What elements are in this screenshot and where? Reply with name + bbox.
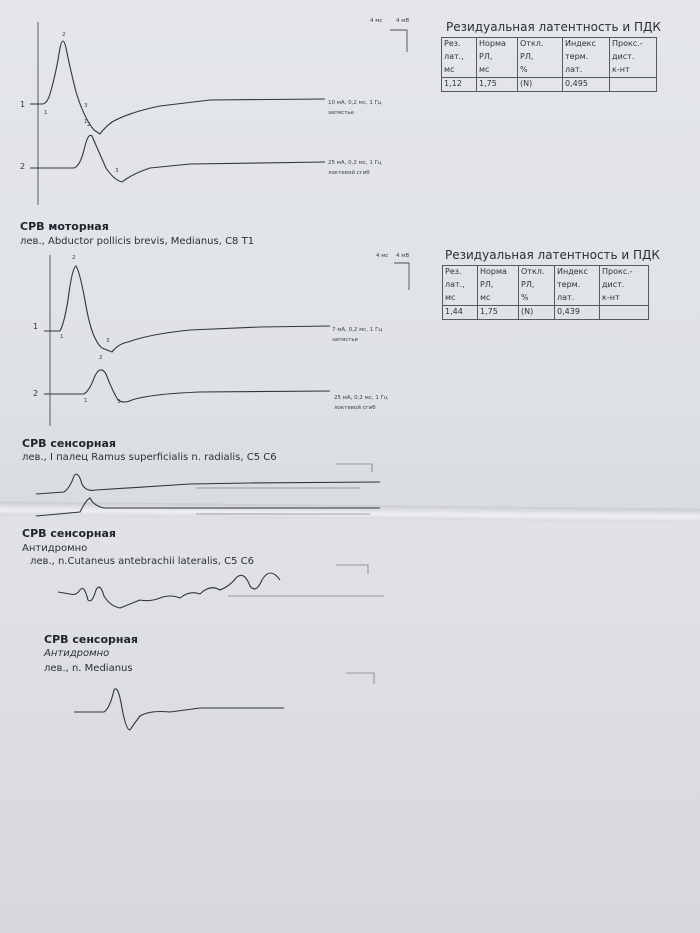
section-method-medianus: Антидромно xyxy=(44,648,110,659)
scale-bar xyxy=(336,464,372,472)
sensory-radial-trace-2 xyxy=(36,498,380,516)
trace-number-2: 2 xyxy=(33,389,39,398)
header-cell: % xyxy=(518,64,563,78)
scale-bar xyxy=(336,565,368,574)
header-cell: РЛ, xyxy=(478,279,519,292)
col-index: Индекс xyxy=(555,266,600,280)
trace-number-1: 1 xyxy=(33,322,39,331)
residual-latency-title: Резидуальная латентность и ПДК xyxy=(446,20,661,34)
trace-2-params: 25 мА, 0,2 мс, 1 Гц xyxy=(334,395,388,401)
value-cell: 0,495 xyxy=(563,78,610,92)
header-cell: мс xyxy=(442,64,477,78)
section-subtitle-sensory-cutaneus: лев., n.Cutaneus antebrachii lateralis, C5 C6 xyxy=(30,556,254,567)
value-cell: 1,75 xyxy=(478,306,519,320)
header-cell: лат., xyxy=(442,51,477,64)
col-index: Индекс xyxy=(563,38,610,52)
sensory-radial-trace-1 xyxy=(36,474,380,494)
peak-mark: 2 xyxy=(87,122,91,128)
trace-1-site: запястье xyxy=(328,110,355,116)
trace-2-site: локтевой сгиб xyxy=(328,170,370,176)
col-res-lat: Рез. xyxy=(443,266,478,280)
header-cell: лат. xyxy=(555,292,600,306)
col-prox: Прокс.- xyxy=(610,38,657,52)
value-cell: 1,75 xyxy=(477,78,518,92)
trace-number-1: 1 xyxy=(20,100,26,109)
header-cell: лат., xyxy=(443,279,478,292)
trace-2-params: 25 мА, 0,2 мс, 1 Гц xyxy=(328,160,382,166)
value-cell: 0,439 xyxy=(555,306,600,320)
residual-latency-title: Резидуальная латентность и ПДК xyxy=(445,248,660,262)
peak-mark: 2 xyxy=(72,255,76,261)
trace-1-waveform xyxy=(30,41,325,134)
peak-mark: 1 xyxy=(84,398,88,404)
header-cell: мс xyxy=(478,292,519,306)
peak-mark: 1 xyxy=(44,110,48,116)
section-subtitle-sensory-radial: лев., I палец Ramus superficialis n. radialis, C5 C6 xyxy=(22,452,277,463)
scale-bar xyxy=(390,30,407,52)
col-res-lat: Рез. xyxy=(442,38,477,52)
value-cell: (N) xyxy=(519,306,555,320)
header-cell: терм. xyxy=(555,279,600,292)
col-dev: Откл. xyxy=(519,266,555,280)
trace-1-waveform xyxy=(44,266,330,352)
header-cell: терм. xyxy=(563,51,610,64)
peak-mark: 3 xyxy=(115,168,119,174)
trace-1-params: 10 мА, 0,2 мс, 1 Гц xyxy=(328,100,382,106)
time-scale: 4 мс xyxy=(370,18,383,24)
sensory-medianus-trace xyxy=(74,689,284,730)
trace-1-params: 7 мА, 0,2 мс, 1 Гц xyxy=(332,327,383,333)
header-cell: лат. xyxy=(563,64,610,78)
header-cell: к-нт xyxy=(600,292,649,306)
trace-2-waveform xyxy=(30,135,325,182)
peak-mark: 2 xyxy=(99,355,103,361)
header-cell: к-нт xyxy=(610,64,657,78)
trace-number-2: 2 xyxy=(20,162,26,171)
section-title-sensory-medianus: СРВ сенсорная xyxy=(44,633,138,646)
header-cell: мс xyxy=(443,292,478,306)
header-cell: РЛ, xyxy=(477,51,518,64)
header-cell: РЛ, xyxy=(519,279,555,292)
section-title-sensory-cutaneus: СРВ сенсорная xyxy=(22,527,116,540)
col-prox: Прокс.- xyxy=(600,266,649,280)
peak-mark: 2 xyxy=(62,32,66,38)
amp-scale: 4 мВ xyxy=(396,253,410,259)
sensory-cutaneus-trace xyxy=(58,573,280,608)
trace-2-site: локтевой сгиб xyxy=(334,405,376,411)
header-cell: % xyxy=(519,292,555,306)
section-title-motor: СРВ моторная xyxy=(20,220,109,233)
section-title-sensory-radial: СРВ сенсорная xyxy=(22,437,116,450)
amp-scale: 4 мВ xyxy=(396,18,410,24)
header-cell: дист. xyxy=(600,279,649,292)
peak-mark: 3 xyxy=(106,338,110,344)
scale-bar xyxy=(346,673,374,684)
scale-bar xyxy=(394,263,409,290)
value-cell: 1,12 xyxy=(442,78,477,92)
header-cell: дист. xyxy=(610,51,657,64)
section-method-cutaneus: Антидромно xyxy=(22,543,88,554)
section-subtitle-motor: лев., Abductor pollicis brevis, Medianus, C8 T1 xyxy=(20,236,255,247)
peak-mark: 3 xyxy=(84,103,88,109)
peak-mark: 1 xyxy=(60,334,64,340)
value-cell: 1,44 xyxy=(443,306,478,320)
peak-mark: 1 xyxy=(84,119,88,125)
header-cell: РЛ, xyxy=(518,51,563,64)
header-cell: мс xyxy=(477,64,518,78)
col-norm: Норма xyxy=(477,38,518,52)
col-norm: Норма xyxy=(478,266,519,280)
peak-mark: 3 xyxy=(117,399,121,405)
section-subtitle-sensory-medianus: лев., n. Medianus xyxy=(44,663,133,674)
trace-2-waveform xyxy=(44,370,330,402)
col-dev: Откл. xyxy=(518,38,563,52)
trace-1-site: запястье xyxy=(332,337,359,343)
time-scale: 4 мс xyxy=(376,253,389,259)
value-cell: (N) xyxy=(518,78,563,92)
